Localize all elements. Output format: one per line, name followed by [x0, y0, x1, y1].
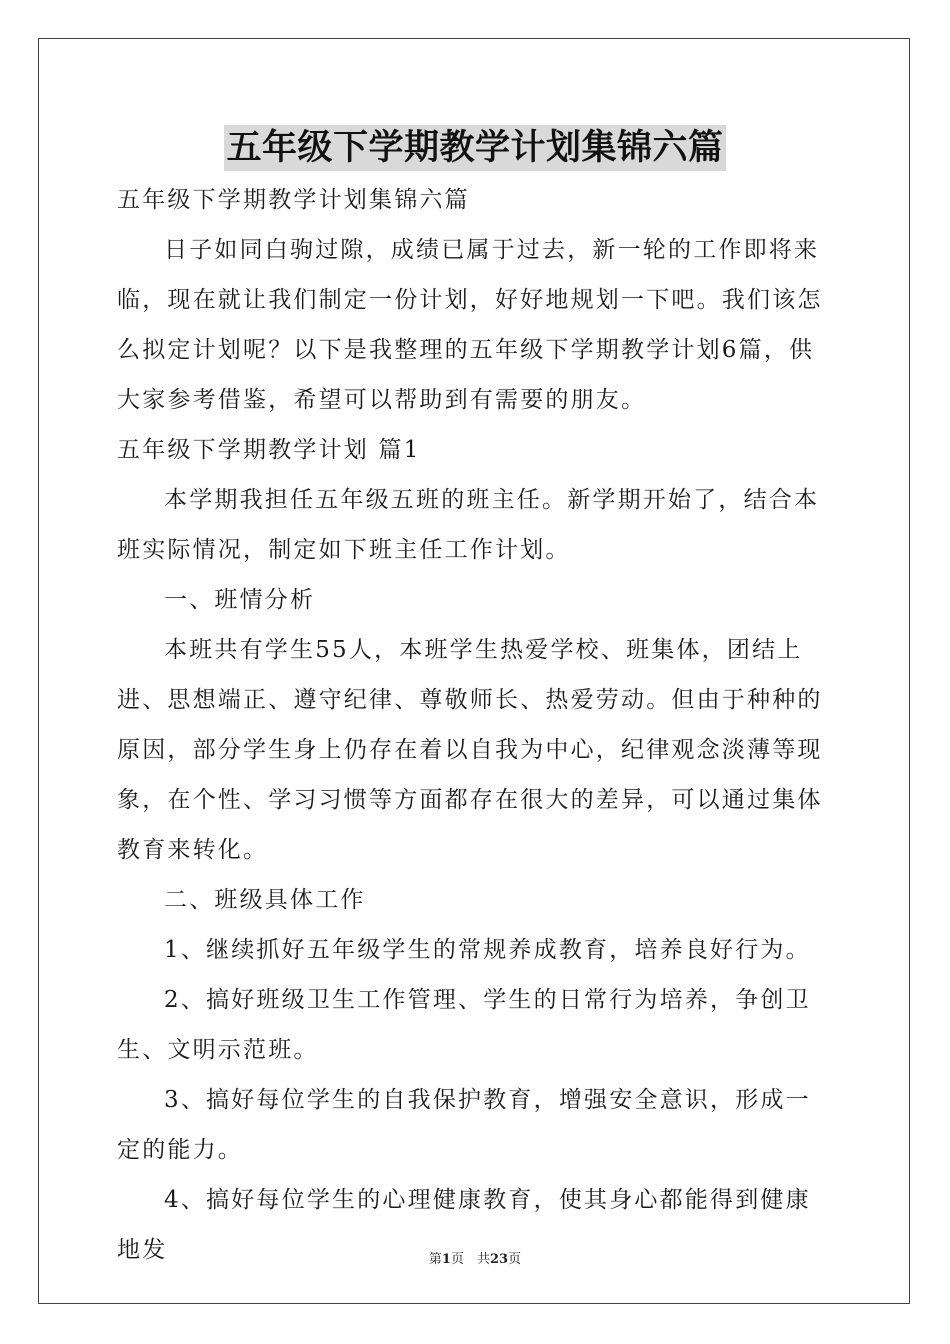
current-page-number: 1	[441, 1252, 451, 1267]
page-label-prefix: 第	[428, 1252, 442, 1267]
list-item: 1、继续抓好五年级学生的常规养成教育，培养良好行为。	[164, 937, 811, 963]
body-paragraph: 本班共有学生55人，本班学生热爱学校、班集体，团结上进、思想端正、遵守纪律、尊敬师长、热爱劳动。但由于种种的原因，部分学生身上仍存在着以自我为中心，纪律观念淡薄等现象，在个性、学习习惯等方面都存在很大的差异，可以通过集体教育来转化。	[117, 637, 823, 863]
page-label-suffix: 页	[508, 1252, 522, 1267]
list-item: 4、搞好每位学生的心理健康教育，使其身心都能得到健康地发	[117, 1187, 811, 1263]
subheading-class-analysis: 一、班情分析	[164, 587, 316, 613]
list-item: 2、搞好班级卫生工作管理、学生的日常行为培养，争创卫生、文明示范班。	[117, 987, 811, 1063]
subheading-class-work: 二、班级具体工作	[164, 887, 366, 913]
page-footer	[0, 1248, 950, 1267]
page-label-mid: 页 共	[450, 1252, 490, 1267]
subtitle-paragraph: 五年级下学期教学计划集锦六篇	[117, 187, 470, 213]
document-title: 五年级下学期教学计划集锦六篇	[224, 125, 725, 171]
title-container	[0, 125, 950, 171]
list-item: 3、搞好每位学生的自我保护教育，增强安全意识，形成一定的能力。	[117, 1087, 811, 1163]
total-pages-number: 23	[489, 1252, 509, 1267]
document-body	[117, 175, 835, 1275]
intro-paragraph: 日子如同白驹过隙，成绩已属于过去，新一轮的工作即将来临，现在就让我们制定一份计划，好好地规划一下吧。我们该怎么拟定计划呢？以下是我整理的五年级下学期教学计划6篇，供大家参考借鉴，希望可以帮助到有需要的朋友。	[117, 237, 823, 413]
section-heading: 五年级下学期教学计划 篇1	[117, 437, 421, 463]
body-paragraph: 本学期我担任五年级五班的班主任。新学期开始了，结合本班实际情况，制定如下班主任工作计划。	[117, 487, 820, 563]
